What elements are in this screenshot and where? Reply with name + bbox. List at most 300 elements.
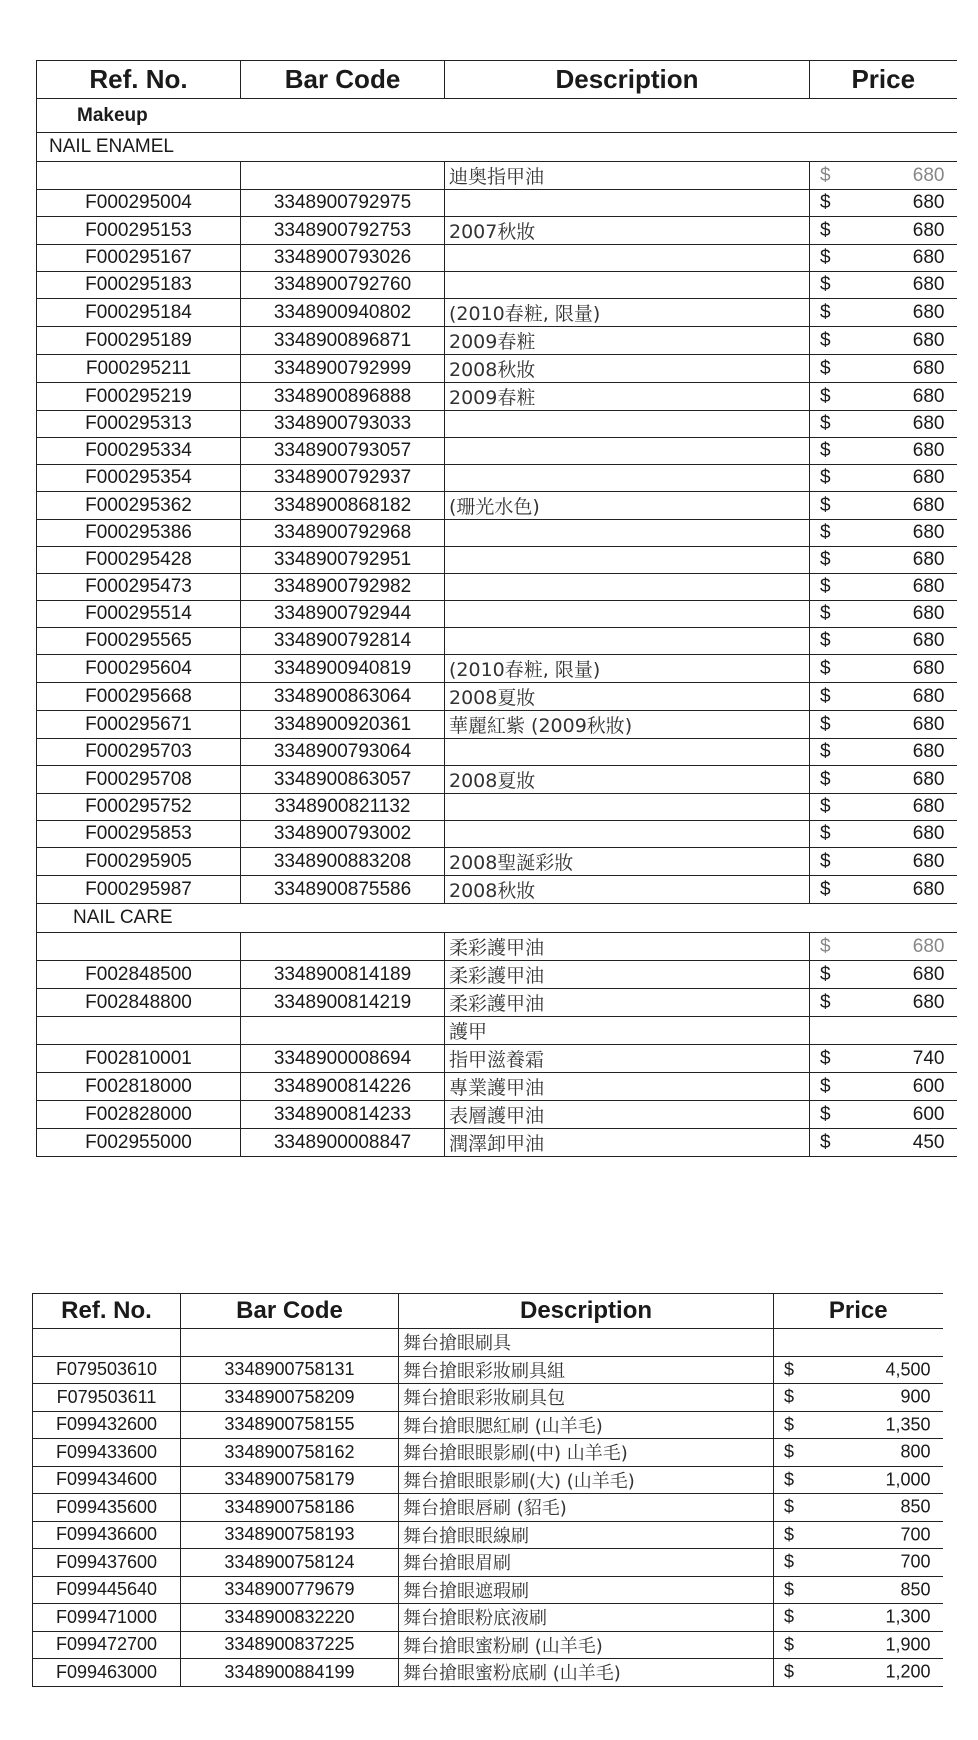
ref-no-cell: F099433600 (33, 1439, 181, 1467)
description-cell (445, 739, 810, 766)
price-cell (774, 1604, 943, 1632)
ref-no-cell (37, 162, 241, 190)
bar-code-cell: 3348900863057 (241, 766, 445, 794)
price-amount: 1,900 (885, 1634, 931, 1655)
description-cell: (2010春粧, 限量) (445, 655, 810, 683)
header-bar-code: Bar Code (241, 61, 445, 99)
group-row (37, 99, 957, 133)
table-row (37, 327, 957, 355)
price-cell (810, 628, 957, 655)
bar-code-cell: 3348900792999 (241, 355, 445, 383)
table-row (37, 1129, 957, 1157)
price-table-brushes (32, 1293, 943, 1687)
bar-code-cell: 3348900758155 (181, 1411, 399, 1439)
price-amount: 680 (912, 329, 945, 351)
price-cell (810, 848, 957, 876)
table-row (33, 1494, 943, 1522)
table-row (33, 1411, 943, 1439)
bar-code-cell: 3348900758162 (181, 1439, 399, 1467)
ref-no-cell: F099445640 (33, 1576, 181, 1604)
price-cell (810, 683, 957, 711)
price-amount: 680 (912, 823, 945, 844)
price-cell (810, 327, 957, 355)
ref-no-cell: F000295386 (37, 520, 241, 547)
ref-no-cell: F099437600 (33, 1549, 181, 1577)
table-row (33, 1329, 943, 1357)
ref-no-cell: F000295211 (37, 355, 241, 383)
table-row (37, 711, 957, 739)
currency-symbol: $ (820, 796, 831, 817)
ref-no-cell: F000295853 (37, 821, 241, 848)
price-cell (810, 492, 957, 520)
description-cell: 專業護甲油 (445, 1073, 810, 1101)
table-row (33, 1466, 943, 1494)
section-row (37, 904, 957, 933)
currency-symbol: $ (820, 603, 831, 624)
table-row (33, 1549, 943, 1577)
price-cell (810, 162, 957, 190)
currency-symbol: $ (820, 850, 831, 872)
ref-no-cell: F099463000 (33, 1659, 181, 1687)
price-cell (810, 383, 957, 411)
table-row (37, 162, 957, 190)
bar-code-cell: 3348900758179 (181, 1466, 399, 1494)
description-cell: 2009春粧 (445, 383, 810, 411)
price-table-makeup (36, 60, 957, 1157)
currency-symbol: $ (820, 991, 831, 1013)
price-amount: 680 (912, 850, 945, 872)
description-cell: 舞台搶眼蜜粉刷 (山羊毛) (399, 1631, 774, 1659)
bar-code-cell: 3348900940802 (241, 299, 445, 327)
description-cell: (2010春粧, 限量) (445, 299, 810, 327)
price-cell (774, 1329, 943, 1357)
bar-code-cell: 3348900758131 (181, 1356, 399, 1384)
currency-symbol: $ (784, 1386, 795, 1407)
table-row (37, 601, 957, 628)
price-cell (810, 933, 957, 961)
table-row (37, 1101, 957, 1129)
description-cell (445, 411, 810, 438)
currency-symbol: $ (820, 1075, 831, 1097)
ref-no-cell: F000295334 (37, 438, 241, 465)
bar-code-cell: 3348900868182 (241, 492, 445, 520)
ref-no-cell: F000295565 (37, 628, 241, 655)
ref-no-cell: F002848800 (37, 989, 241, 1017)
price-cell (810, 1101, 957, 1129)
currency-symbol: $ (820, 247, 831, 268)
header-description: Description (399, 1294, 774, 1329)
price-cell (810, 961, 957, 989)
description-cell: 舞台搶眼眼線刷 (399, 1521, 774, 1549)
price-amount: 680 (912, 385, 945, 407)
bar-code-cell: 3348900792753 (241, 217, 445, 245)
description-cell (445, 465, 810, 492)
price-amount: 600 (912, 1103, 945, 1125)
price-cell (810, 465, 957, 492)
price-amount: 680 (912, 935, 945, 957)
currency-symbol: $ (820, 741, 831, 762)
currency-symbol: $ (820, 823, 831, 844)
price-cell (810, 601, 957, 628)
ref-no-cell: F000295987 (37, 876, 241, 904)
bar-code-cell: 3348900793033 (241, 411, 445, 438)
table-row (33, 1631, 943, 1659)
bar-code-cell: 3348900896871 (241, 327, 445, 355)
ref-no-cell: F000295153 (37, 217, 241, 245)
description-cell: 舞台搶眼遮瑕刷 (399, 1576, 774, 1604)
ref-no-cell: F002828000 (37, 1101, 241, 1129)
ref-no-cell: F000295354 (37, 465, 241, 492)
ref-no-cell: F000295708 (37, 766, 241, 794)
table-row (37, 520, 957, 547)
ref-no-cell: F000295604 (37, 655, 241, 683)
table-row (37, 1045, 957, 1073)
currency-symbol: $ (820, 963, 831, 985)
price-cell (774, 1549, 943, 1577)
description-cell: 華麗紅紫 (2009秋妝) (445, 711, 810, 739)
description-cell: 舞台搶眼彩妝刷具組 (399, 1356, 774, 1384)
bar-code-cell: 3348900792982 (241, 574, 445, 601)
price-cell (774, 1356, 943, 1384)
price-amount: 680 (912, 247, 945, 268)
bar-code-cell (241, 162, 445, 190)
currency-symbol: $ (784, 1606, 795, 1627)
currency-symbol: $ (784, 1359, 795, 1380)
price-amount: 680 (912, 164, 945, 186)
currency-symbol: $ (784, 1634, 795, 1655)
bar-code-cell: 3348900883208 (241, 848, 445, 876)
table-header-row (37, 61, 957, 99)
price-cell (810, 821, 957, 848)
section-row (37, 133, 957, 162)
section-title: NAIL CARE (37, 904, 957, 933)
price-cell (810, 299, 957, 327)
description-cell (445, 821, 810, 848)
ref-no-cell: F002848500 (37, 961, 241, 989)
description-cell (445, 272, 810, 299)
ref-no-cell: F000295004 (37, 190, 241, 217)
table-row (37, 411, 957, 438)
description-cell: 舞台搶眼眉刷 (399, 1549, 774, 1577)
currency-symbol: $ (820, 440, 831, 461)
table-row (37, 794, 957, 821)
ref-no-cell: F099471000 (33, 1604, 181, 1632)
description-cell: 2008夏妝 (445, 683, 810, 711)
ref-no-cell: F000295671 (37, 711, 241, 739)
price-cell (810, 438, 957, 465)
table-row (37, 628, 957, 655)
currency-symbol: $ (820, 935, 831, 957)
bar-code-cell: 3348900792944 (241, 601, 445, 628)
currency-symbol: $ (820, 768, 831, 790)
price-amount: 4,500 (885, 1359, 931, 1380)
bar-code-cell: 3348900792975 (241, 190, 445, 217)
table-row (37, 438, 957, 465)
price-amount: 700 (900, 1524, 931, 1545)
price-cell (810, 411, 957, 438)
table-row (37, 961, 957, 989)
bar-code-cell: 3348900758124 (181, 1549, 399, 1577)
table-row (37, 217, 957, 245)
currency-symbol: $ (784, 1524, 795, 1545)
currency-symbol: $ (820, 467, 831, 488)
price-amount: 900 (900, 1386, 931, 1407)
bar-code-cell: 3348900758193 (181, 1521, 399, 1549)
currency-symbol: $ (820, 274, 831, 295)
price-amount: 680 (912, 440, 945, 461)
ref-no-cell: F000295473 (37, 574, 241, 601)
ref-no-cell (37, 1017, 241, 1045)
description-cell: 柔彩護甲油 (445, 961, 810, 989)
description-cell (445, 794, 810, 821)
bar-code-cell: 3348900792968 (241, 520, 445, 547)
price-amount: 680 (912, 576, 945, 597)
price-cell (774, 1631, 943, 1659)
ref-no-cell: F002810001 (37, 1045, 241, 1073)
bar-code-cell: 3348900793026 (241, 245, 445, 272)
header-description: Description (445, 61, 810, 99)
table-row (33, 1384, 943, 1412)
bar-code-cell: 3348900792937 (241, 465, 445, 492)
table-row (37, 574, 957, 601)
ref-no-cell: F000295514 (37, 601, 241, 628)
ref-no-cell: F099435600 (33, 1494, 181, 1522)
price-cell (810, 766, 957, 794)
currency-symbol: $ (820, 1131, 831, 1153)
table-row (37, 547, 957, 574)
ref-no-cell: F000295184 (37, 299, 241, 327)
table-row (37, 683, 957, 711)
currency-symbol: $ (820, 522, 831, 543)
price-amount: 680 (912, 413, 945, 434)
price-amount: 1,200 (885, 1661, 931, 1682)
table-row (33, 1576, 943, 1604)
currency-symbol: $ (820, 1047, 831, 1069)
description-cell: 2008秋妝 (445, 355, 810, 383)
price-amount: 680 (912, 522, 945, 543)
description-cell: 柔彩護甲油 (445, 933, 810, 961)
ref-no-cell: F000295428 (37, 547, 241, 574)
description-cell: 迪奥指甲油 (445, 162, 810, 190)
table-row (37, 245, 957, 272)
currency-symbol: $ (784, 1661, 795, 1682)
table-row (37, 655, 957, 683)
header-ref-no: Ref. No. (33, 1294, 181, 1329)
bar-code-cell: 3348900837225 (181, 1631, 399, 1659)
bar-code-cell: 3348900758209 (181, 1384, 399, 1412)
price-amount: 680 (912, 357, 945, 379)
bar-code-cell: 3348900008694 (241, 1045, 445, 1073)
table-row (33, 1439, 943, 1467)
price-amount: 680 (912, 549, 945, 570)
ref-no-cell: F000295668 (37, 683, 241, 711)
description-cell: 舞台搶眼腮紅刷 (山羊毛) (399, 1411, 774, 1439)
price-amount: 680 (912, 494, 945, 516)
currency-symbol: $ (784, 1469, 795, 1490)
ref-no-cell: F099472700 (33, 1631, 181, 1659)
bar-code-cell: 3348900832220 (181, 1604, 399, 1632)
ref-no-cell (37, 933, 241, 961)
price-cell (810, 1045, 957, 1073)
price-cell (810, 655, 957, 683)
ref-no-cell (33, 1329, 181, 1357)
currency-symbol: $ (820, 192, 831, 213)
description-cell: 舞台搶眼唇刷 (貂毛) (399, 1494, 774, 1522)
description-cell (445, 601, 810, 628)
bar-code-cell: 3348900814219 (241, 989, 445, 1017)
price-amount: 680 (912, 963, 945, 985)
price-amount: 680 (912, 467, 945, 488)
price-amount: 680 (912, 685, 945, 707)
price-amount: 600 (912, 1075, 945, 1097)
table-row (33, 1659, 943, 1687)
description-cell: 2007秋妝 (445, 217, 810, 245)
table-row (37, 821, 957, 848)
ref-no-cell: F000295219 (37, 383, 241, 411)
bar-code-cell: 3348900863064 (241, 683, 445, 711)
bar-code-cell (241, 933, 445, 961)
price-cell (774, 1411, 943, 1439)
ref-no-cell: F000295752 (37, 794, 241, 821)
table-row (37, 848, 957, 876)
price-cell (810, 876, 957, 904)
header-ref-no: Ref. No. (37, 61, 241, 99)
description-cell: 舞台搶眼刷具 (399, 1329, 774, 1357)
description-cell: 舞台搶眼彩妝刷具包 (399, 1384, 774, 1412)
price-cell (774, 1659, 943, 1687)
price-cell (810, 520, 957, 547)
bar-code-cell: 3348900875586 (241, 876, 445, 904)
ref-no-cell: F002955000 (37, 1129, 241, 1157)
description-cell (445, 547, 810, 574)
bar-code-cell: 3348900920361 (241, 711, 445, 739)
price-amount: 680 (912, 274, 945, 295)
table-row (33, 1604, 943, 1632)
bar-code-cell: 3348900792951 (241, 547, 445, 574)
price-cell (810, 217, 957, 245)
price-cell (774, 1439, 943, 1467)
bar-code-cell: 3348900793057 (241, 438, 445, 465)
description-cell: 指甲滋養霜 (445, 1045, 810, 1073)
description-cell (445, 520, 810, 547)
ref-no-cell: F002818000 (37, 1073, 241, 1101)
price-amount: 1,000 (885, 1469, 931, 1490)
description-cell (445, 574, 810, 601)
ref-no-cell: F000295183 (37, 272, 241, 299)
description-cell: 2008夏妝 (445, 766, 810, 794)
bar-code-cell: 3348900814226 (241, 1073, 445, 1101)
bar-code-cell: 3348900008847 (241, 1129, 445, 1157)
table-row (37, 355, 957, 383)
price-cell (810, 245, 957, 272)
table-row (37, 876, 957, 904)
header-bar-code: Bar Code (181, 1294, 399, 1329)
description-cell: 表層護甲油 (445, 1101, 810, 1129)
description-cell: 2008聖誕彩妝 (445, 848, 810, 876)
ref-no-cell: F099432600 (33, 1411, 181, 1439)
ref-no-cell: F000295905 (37, 848, 241, 876)
price-cell (810, 711, 957, 739)
description-cell (445, 438, 810, 465)
table-header-row (33, 1294, 943, 1329)
currency-symbol: $ (820, 549, 831, 570)
bar-code-cell: 3348900758186 (181, 1494, 399, 1522)
bar-code-cell: 3348900940819 (241, 655, 445, 683)
bar-code-cell: 3348900793064 (241, 739, 445, 766)
ref-no-cell: F000295189 (37, 327, 241, 355)
table-row (37, 1017, 957, 1045)
price-cell (810, 190, 957, 217)
price-cell (810, 1129, 957, 1157)
description-cell: 潤澤卸甲油 (445, 1129, 810, 1157)
currency-symbol: $ (784, 1551, 795, 1572)
table-row (37, 383, 957, 411)
price-amount: 680 (912, 603, 945, 624)
price-amount: 1,350 (885, 1414, 931, 1435)
table-row (37, 766, 957, 794)
description-cell: 2009春粧 (445, 327, 810, 355)
description-cell: (珊光水色) (445, 492, 810, 520)
currency-symbol: $ (820, 630, 831, 651)
header-price: Price (774, 1294, 943, 1329)
price-cell (810, 355, 957, 383)
table-row (37, 190, 957, 217)
ref-no-cell: F000295703 (37, 739, 241, 766)
currency-symbol: $ (820, 494, 831, 516)
table-row (37, 933, 957, 961)
price-amount: 700 (900, 1551, 931, 1572)
description-cell: 舞台搶眼眼影刷(中) 山羊毛) (399, 1439, 774, 1467)
price-cell (774, 1521, 943, 1549)
table-row (37, 465, 957, 492)
currency-symbol: $ (820, 413, 831, 434)
price-amount: 450 (912, 1131, 945, 1153)
table-row (37, 272, 957, 299)
bar-code-cell: 3348900792760 (241, 272, 445, 299)
bar-code-cell: 3348900779679 (181, 1576, 399, 1604)
bar-code-cell (181, 1329, 399, 1357)
description-cell: 柔彩護甲油 (445, 989, 810, 1017)
price-cell (810, 739, 957, 766)
ref-no-cell: F079503611 (33, 1384, 181, 1412)
price-amount: 680 (912, 713, 945, 735)
header-price: Price (810, 61, 957, 99)
table-row (33, 1356, 943, 1384)
bar-code-cell: 3348900821132 (241, 794, 445, 821)
price-cell (810, 989, 957, 1017)
price-amount: 680 (912, 630, 945, 651)
price-amount: 850 (900, 1496, 931, 1517)
currency-symbol: $ (784, 1496, 795, 1517)
currency-symbol: $ (784, 1441, 795, 1462)
price-amount: 680 (912, 192, 945, 213)
bar-code-cell: 3348900793002 (241, 821, 445, 848)
ref-no-cell: F000295362 (37, 492, 241, 520)
price-amount: 1,300 (885, 1606, 931, 1627)
price-amount: 680 (912, 301, 945, 323)
price-cell (774, 1466, 943, 1494)
currency-symbol: $ (820, 219, 831, 241)
currency-symbol: $ (784, 1414, 795, 1435)
description-cell: 舞台搶眼眼影刷(大) (山羊毛) (399, 1466, 774, 1494)
price-amount: 680 (912, 657, 945, 679)
currency-symbol: $ (820, 1103, 831, 1125)
price-amount: 800 (900, 1441, 931, 1462)
price-cell (810, 574, 957, 601)
price-amount: 680 (912, 219, 945, 241)
currency-symbol: $ (820, 576, 831, 597)
currency-symbol: $ (820, 713, 831, 735)
